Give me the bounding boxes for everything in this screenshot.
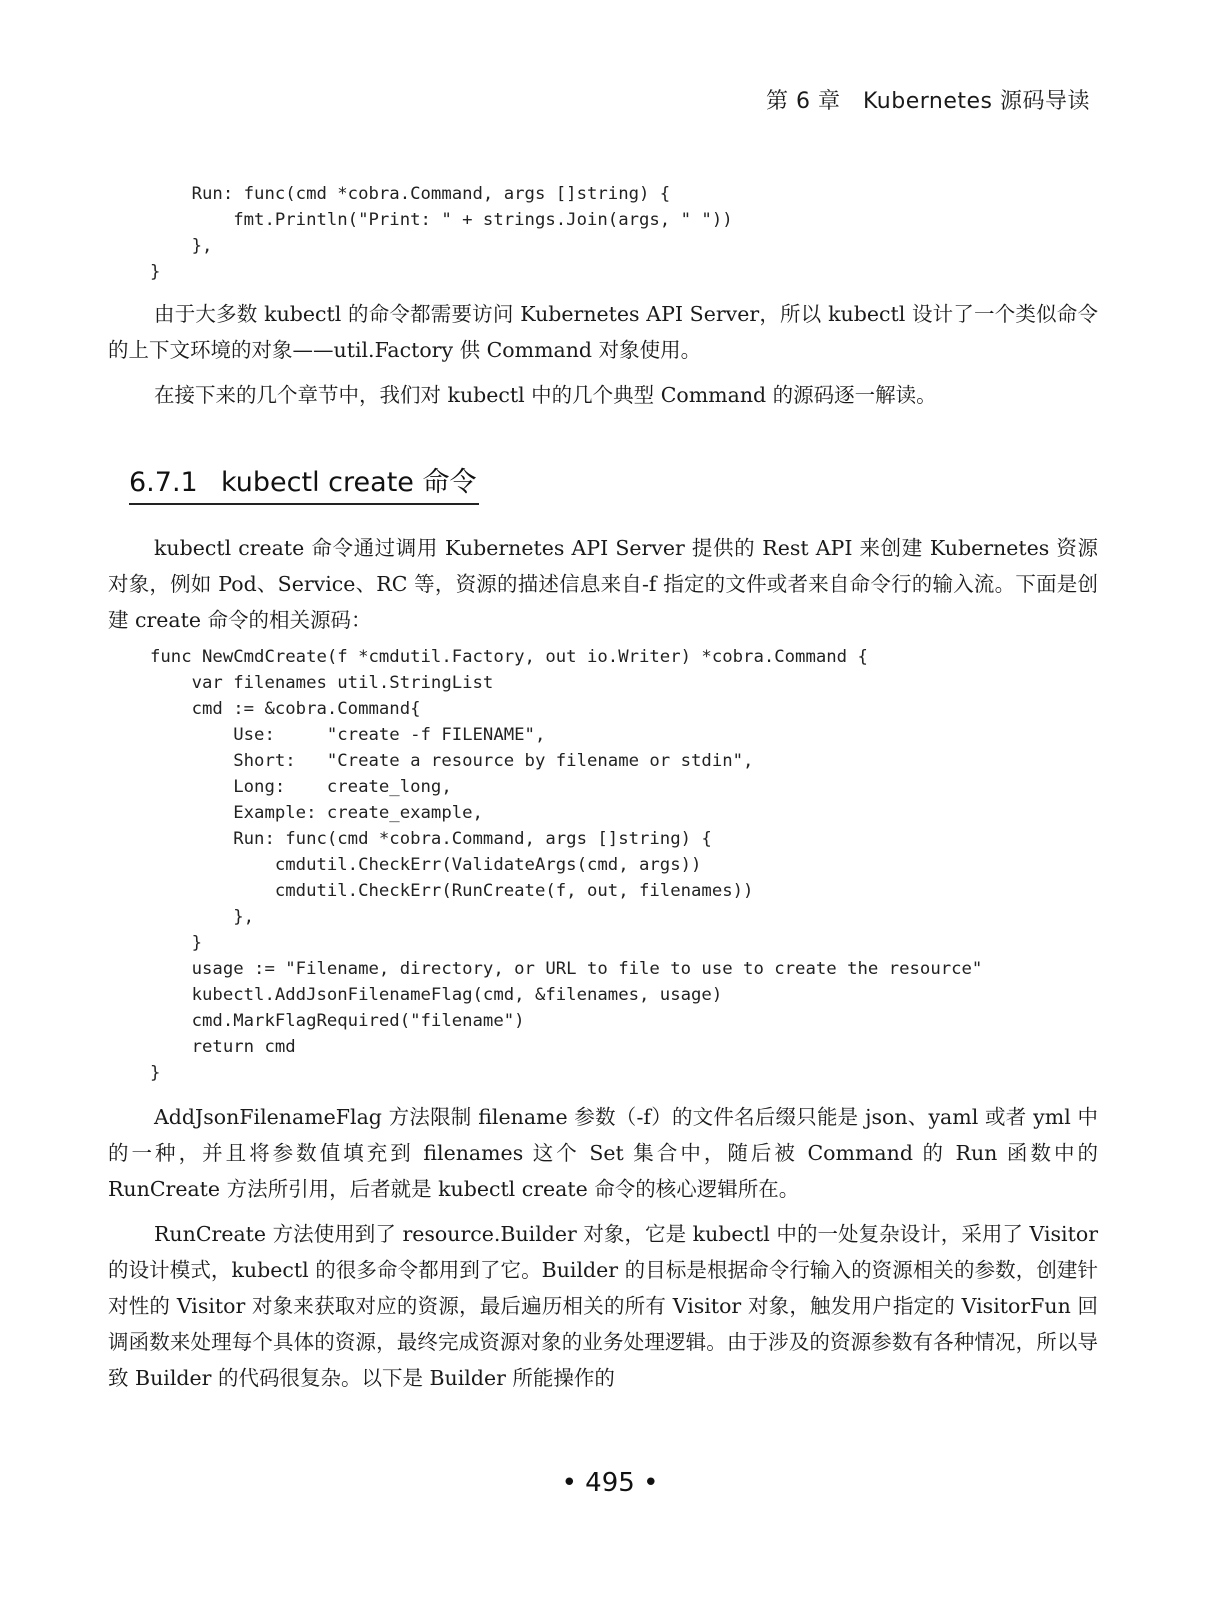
paragraph-runcreate-builder: RunCreate 方法使用到了 resource.Builder 对象，它是 kubectl 中的一处复杂设计，采用了 Visitor 的设计模式，kubectl 的很多命令都用到了它。Builder 的目标是根据命令行输入的资源相关的参数，创建针对性的 Visitor 对象来获取对应的资源，最后遍历相关的所有 Visitor 对象，触发用户指定的 VisitorFun 回调函数来处理每个具体的资源，最终完成资源对象的业务处理逻辑。由于涉及的资源参数有各种情况，所以导致 Builder 的代码很复杂。以下是 Builder 所能操作的 bbox=[108, 1222, 1098, 1390]
section-heading bbox=[129, 460, 479, 505]
section-number: 6.7.1 bbox=[129, 467, 198, 498]
page-number: • 495 • bbox=[561, 1468, 659, 1498]
section-title: kubectl create 命令 bbox=[221, 467, 477, 498]
paragraph-create-intro: kubectl create 命令通过调用 Kubernetes API Server 提供的 Rest API 来创建 Kubernetes 资源对象，例如 Pod、Service、RC 等，资源的描述信息来自-f 指定的文件或者来自命令行的输入流。下面是创建 create 命令的相关源码： bbox=[108, 536, 1098, 632]
running-header: 第 6 章 Kubernetes 源码导读 bbox=[765, 89, 1090, 114]
paragraph-addjsonfilenameflag: AddJsonFilenameFlag 方法限制 filename 参数（-f）的文件名后缀只能是 json、yaml 或者 yml 中的一种，并且将参数值填充到 filenames 这个 Set 集合中，随后被 Command 的 Run 函数中的 RunCreate 方法所引用，后者就是 kubectl create 命令的核心逻辑所在。 bbox=[108, 1105, 1098, 1201]
paragraph-chapter-overview: 在接下来的几个章节中，我们对 kubectl 中的几个典型 Command 的源码逐一解读。 bbox=[154, 383, 937, 407]
code-block-top: Run: func(cmd *cobra.Command, args []string) { fmt.Println("Print: " + strings.Join(args, " ")) }, } bbox=[150, 184, 733, 282]
paragraph-factory-intro: 由于大多数 kubectl 的命令都需要访问 Kubernetes API Server，所以 kubectl 设计了一个类似命令的上下文环境的对象——util.Factory 供 Command 对象使用。 bbox=[108, 302, 1098, 362]
code-block-newcmdcreate: func NewCmdCreate(f *cmdutil.Factory, out io.Writer) *cobra.Command { var filenames util.StringList cmd := &cobra.Command{ Use: "create -f FILENAME", Short: "Create a resource by filename or stdin", Long: create_long, Example: create_example, Run: func(cmd *cobra.Command, args []string) { cmdutil.CheckErr(ValidateArgs(cmd, args)) cmdutil.CheckErr(RunCreate(f, out, filenames)) }, } usage := "Filename, directory, or URL to file to use to create the resource" kubectl.AddJsonFilenameFlag(cmd, &filenames, usage) cmd.MarkFlagRequired("filename") return cmd } bbox=[150, 647, 983, 1083]
